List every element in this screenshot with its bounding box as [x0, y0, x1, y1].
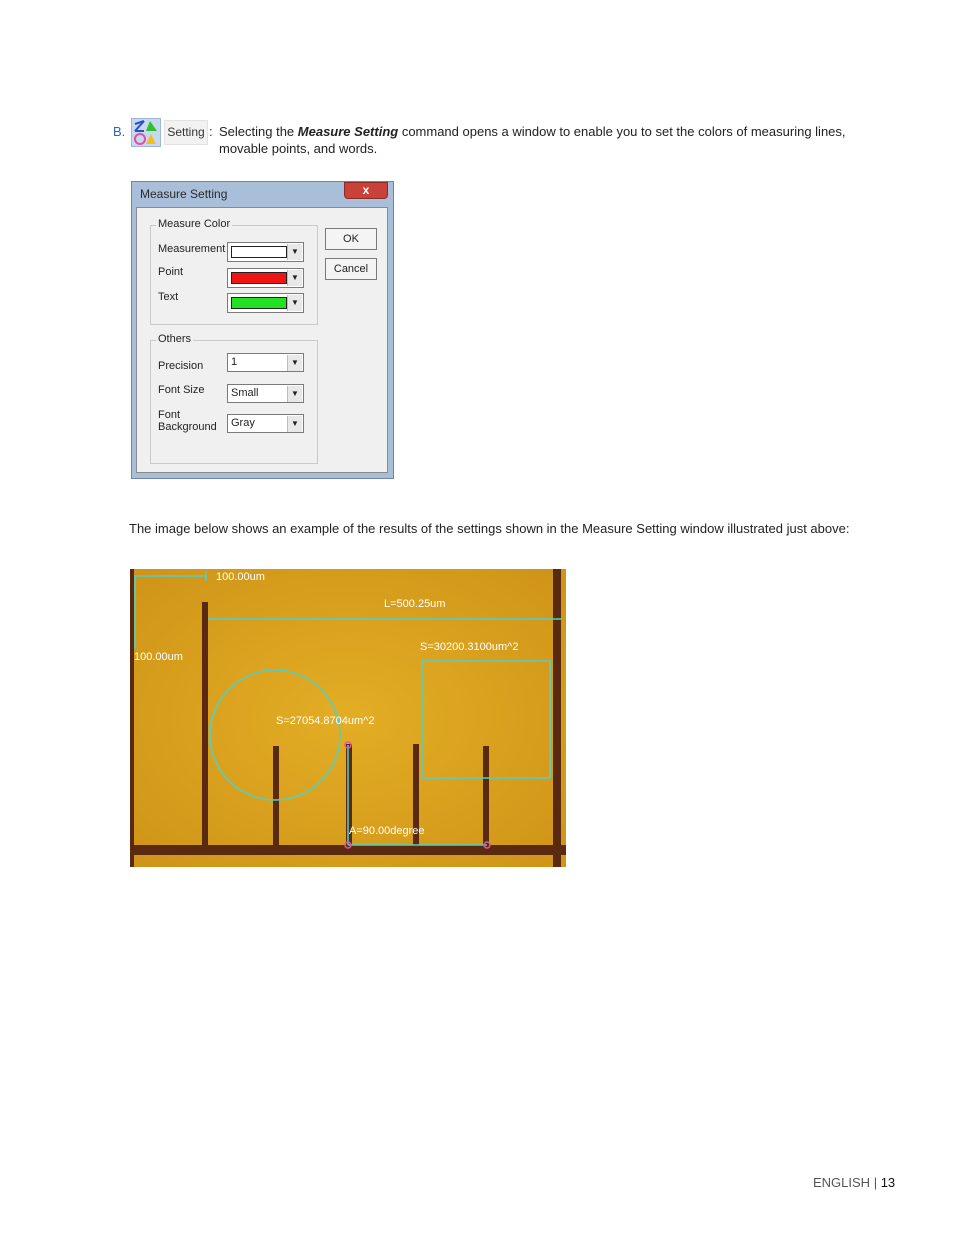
precision-select[interactable] [227, 353, 304, 372]
font-background-value: Gray [231, 417, 255, 429]
font-size-value: Small [231, 387, 259, 399]
chevron-down-icon[interactable]: ▼ [287, 355, 302, 371]
measurement-result-image [130, 569, 566, 867]
font-size-label: Font Size [158, 384, 205, 396]
others-group [150, 333, 318, 464]
measure-setting-icon [131, 118, 161, 147]
chevron-down-icon[interactable]: ▼ [287, 386, 302, 402]
step-colon: : [209, 124, 213, 139]
measure-color-title: Measure Color [158, 218, 231, 230]
figure-caption: The image below shows an example of the results of the settings shown in the Measure Setting window illustrated just above: [129, 521, 850, 536]
chevron-down-icon[interactable]: ▼ [287, 270, 302, 286]
cancel-button[interactable]: Cancel [325, 258, 377, 280]
text-color-swatch [231, 297, 287, 309]
point-color-select[interactable] [227, 268, 304, 288]
left-edge [130, 569, 134, 867]
angle-label: A=90.00degree [349, 825, 425, 837]
measurement-label: Measurement [158, 243, 226, 255]
step-description [219, 123, 859, 157]
intro-text-before: Selecting the [219, 124, 298, 139]
right-ruler-bar [553, 569, 561, 867]
ruler-tick [273, 746, 279, 852]
ok-button[interactable]: OK [325, 228, 377, 250]
ruler-tick [202, 602, 208, 852]
dialog-body [136, 207, 388, 473]
chevron-down-icon[interactable]: ▼ [287, 295, 302, 311]
chevron-down-icon[interactable]: ▼ [287, 244, 302, 260]
length-measure-label: L=500.25um [384, 598, 446, 610]
measure-setting-dialog [131, 181, 394, 479]
dialog-title: Measure Setting [140, 187, 228, 201]
page-footer [813, 1175, 895, 1190]
step-letter: B. [113, 124, 126, 139]
point-color-swatch [231, 272, 287, 284]
page-number: 13 [880, 1175, 896, 1190]
chevron-down-icon[interactable]: ▼ [287, 416, 302, 432]
precision-label: Precision [158, 360, 204, 372]
font-size-select[interactable] [227, 384, 304, 403]
intro-text-after: command opens a window to enable you to set the colors of measuring lines, movable points, and words. [219, 124, 846, 156]
font-background-label-line2: Background [158, 421, 217, 433]
footer-language: ENGLISH [813, 1175, 871, 1190]
font-background-label-line1: Font [158, 409, 181, 421]
width-measure-label: 100.00um [216, 571, 265, 583]
text-label: Text [158, 291, 179, 303]
measure-color-group [150, 218, 318, 325]
command-name: Measure Setting [297, 124, 399, 139]
setting-button[interactable]: Setting [164, 120, 208, 145]
rect-area-label: S=30200.3100um^2 [420, 641, 519, 653]
precision-value: 1 [231, 356, 238, 368]
height-measure-label: 100.00um [134, 651, 183, 663]
ruler-tick [483, 746, 489, 852]
circle-area-label: S=27054.8704um^2 [276, 715, 375, 727]
measurement-color-select[interactable] [227, 242, 304, 262]
text-color-select[interactable] [227, 293, 304, 313]
measurement-color-swatch [231, 246, 287, 258]
footer-separator: | [870, 1175, 881, 1190]
others-title: Others [158, 333, 192, 345]
point-label: Point [158, 266, 184, 278]
font-background-select[interactable] [227, 414, 304, 433]
close-button[interactable]: x [344, 182, 388, 199]
